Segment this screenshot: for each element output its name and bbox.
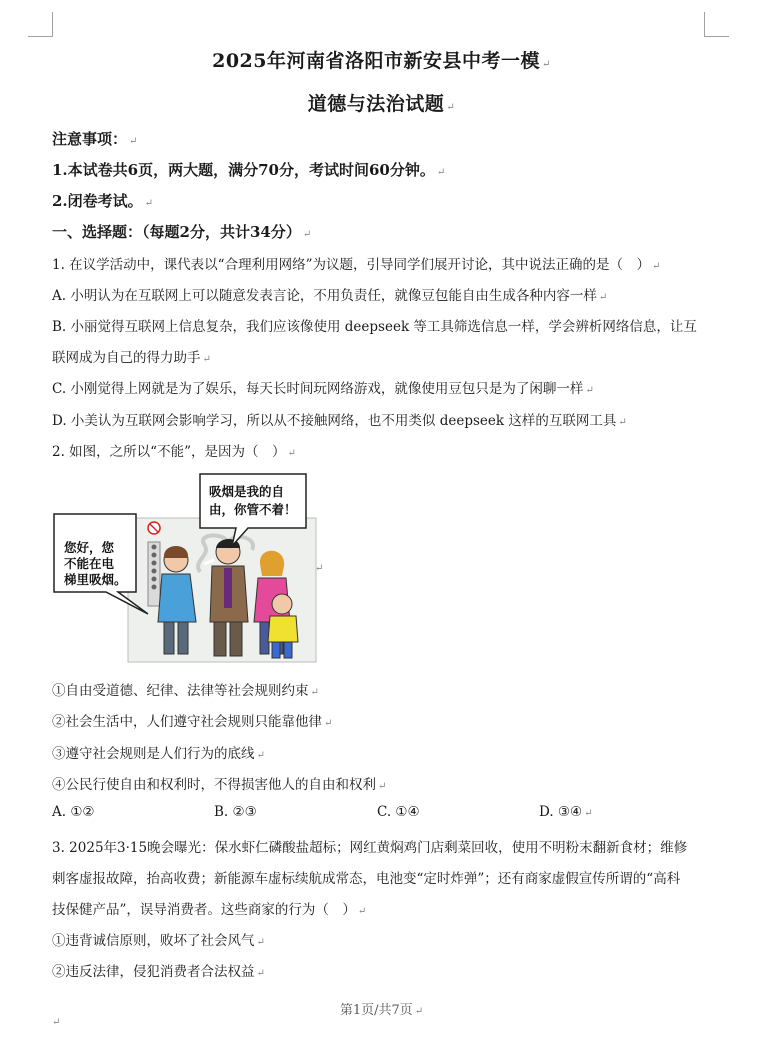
exam-title: 2025年河南省洛阳市新安县中考一模 ↵ — [212, 50, 551, 72]
exam-subtitle: 道德与法治试题 ↵ — [307, 93, 456, 115]
q2-option-d: D. ③④ ↵ — [539, 804, 593, 820]
q3-stem-line3: 技保健产品”，误导消费者。这些商家的行为（ ） ↵ — [52, 902, 367, 918]
bubble-left-line-3: 梯里吸烟。 — [64, 573, 127, 587]
q3-item-2: ②违反法律，侵犯消费者合法权益 ↵ — [52, 964, 265, 980]
q2-option-c: C. ①④ — [377, 804, 420, 820]
bubble-right-line-1: 吸烟是我的自 — [209, 485, 285, 499]
q2-stem: 2. 如图，之所以“不能”，是因为（ ） ↵ — [52, 444, 296, 460]
paragraph-mark-icon: ↵ — [52, 1017, 61, 1028]
q1-option-b-line2: 联网成为自己的得力助手 ↵ — [52, 350, 211, 366]
q2-item-3: ③遵守社会规则是人们行为的底线 ↵ — [52, 746, 265, 762]
q3-item-1: ①违背诚信原则，败坏了社会风气 ↵ — [52, 933, 265, 949]
crop-mark-top-right — [704, 12, 729, 37]
q1-option-c: C. 小刚觉得上网就是为了娱乐，每天长时间玩网络游戏，就像使用豆包只是为了闲聊一样 ↵ — [52, 381, 594, 397]
q1-option-a: A. 小明认为在互联网上可以随意发表言论，不用负责任，就像豆包能自由生成各种内容一样 ↵ — [52, 288, 608, 304]
bubble-left-line-2: 不能在电 — [64, 557, 115, 571]
no-smoking-sign-icon — [148, 522, 160, 534]
bubble-right-line-2: 由，你管不着！ — [209, 503, 297, 517]
page-footer: 第1页/共7页 ↵ — [339, 1003, 424, 1018]
paragraph-mark-icon: ↵ — [542, 59, 551, 70]
q1-option-d: D. 小美认为互联网会影响学习，所以从不接触网络，也不用类似 deepseek 这样的互联网工具 ↵ — [52, 413, 627, 429]
q3-stem-line1: 3. 2025年3·15晚会曝光：保水虾仁磷酸盐超标；网红黄焖鸡门店剩菜回收，使用不明粉末翻新食材；维修 — [52, 840, 688, 856]
q1-option-b-line1: B. 小丽觉得互联网上信息复杂，我们应该像使用 deepseek 等工具筛选信息一样，学会辨析网络信息，让互 — [52, 319, 697, 335]
q2-item-1: ①自由受道德、纪律、法律等社会规则约束 ↵ — [52, 683, 319, 699]
notice-heading: 注意事项： ↵ — [52, 130, 138, 148]
crop-mark-top-left — [28, 12, 53, 37]
bubble-left-line-1: 您好，您 — [64, 541, 115, 555]
q2-cartoon-figure — [52, 472, 322, 664]
q2-option-a: A. ①② — [52, 804, 95, 820]
notice-item-1: 1.本试卷共6页，两大题，满分70分，考试时间60分钟。 ↵ — [52, 161, 446, 179]
q2-option-b: B. ②③ — [214, 804, 257, 820]
section-heading: 一、选择题：（每题2分，共计34分） ↵ — [52, 223, 312, 241]
paragraph-mark-icon: ↵ — [315, 563, 324, 574]
notice-item-2: 2.闭卷考试。 ↵ — [52, 192, 154, 210]
paragraph-mark-icon: ↵ — [446, 102, 456, 113]
q3-stem-line2: 刺客虚报故障，抬高收费；新能源车虚标续航成常态，电池变“定时炸弹”；还有商家虚假宣传所谓的“高科 — [52, 871, 681, 887]
q2-item-4: ④公民行使自由和权利时，不得损害他人的自由和权利 ↵ — [52, 777, 387, 793]
q2-item-2: ②社会生活中，人们遵守社会规则只能靠他律 ↵ — [52, 714, 333, 730]
q1-stem: 1. 在议学活动中，课代表以“合理利用网络”为议题，引导同学们展开讨论，其中说法正确的是（ ） ↵ — [52, 257, 661, 273]
